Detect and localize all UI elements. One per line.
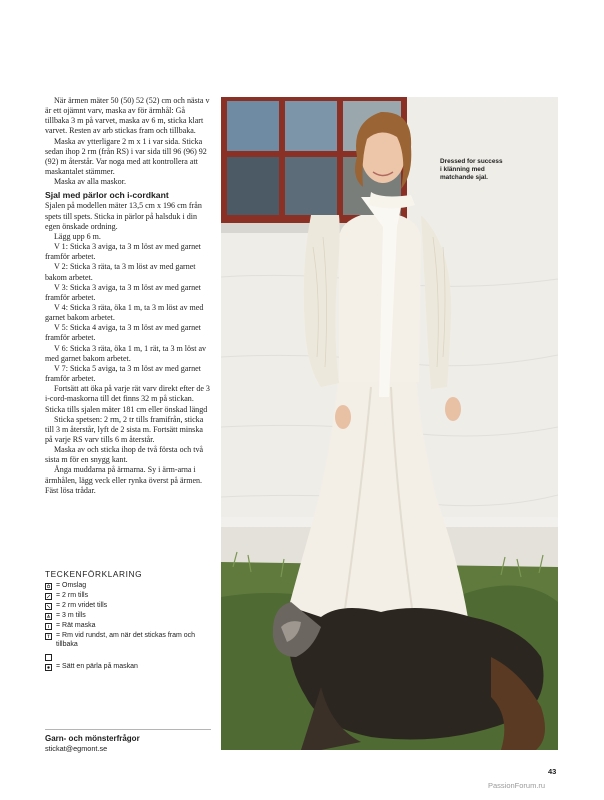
legend-label: = Rät maska xyxy=(56,622,96,629)
paragraph: Sticka spetsen: 2 rm, 2 tr tills framifrån, sticka till 3 m återstår, lyft de 2 sista m. Fortsätt minska på varje RS varv tills 6 m återstår. xyxy=(45,414,204,444)
legend-item xyxy=(45,602,215,612)
photo-illustration xyxy=(221,97,558,750)
paragraph: V 7: Sticka 5 aviga, ta 3 m löst av med garnet framför arbetet. xyxy=(45,363,201,384)
contact-email-link[interactable]: stickat@egmont.se xyxy=(45,744,108,753)
contact-title: Garn- och mönsterfrågor xyxy=(45,734,140,743)
legend-item xyxy=(45,622,215,632)
three-together-icon xyxy=(45,613,52,620)
fashion-photo xyxy=(221,97,558,750)
contact-box xyxy=(45,733,211,754)
section-title: Sjal med pärlor och i-cordkant xyxy=(45,190,169,201)
watermark: PassionForum.ru xyxy=(488,781,546,790)
caption-line: i klänning med xyxy=(440,166,485,173)
empty-square-icon xyxy=(45,654,52,661)
legend-item xyxy=(45,612,215,622)
divider xyxy=(45,729,211,730)
photo-caption xyxy=(440,158,540,182)
legend-item xyxy=(45,582,215,592)
paragraph: När ärmen mäter 50 (50) 52 (52) cm och nästa v är ett ojämnt varv, maska av för ärmhål: Gå tillbaka 3 m på varvet, maska av 6 m, sticka klart varvet. Resten av arb stickas fram och tillbaka. xyxy=(45,96,210,136)
bead-icon xyxy=(45,664,52,671)
two-together-icon xyxy=(45,593,52,600)
yarn-over-icon xyxy=(45,583,52,590)
legend-title: TECKENFÖRKLARING xyxy=(45,569,143,579)
knit-round-icon xyxy=(45,633,52,640)
paragraph: V 4: Sticka 3 räta, öka 1 m, ta 3 m löst av med garnet bakom arbetet. xyxy=(45,302,204,323)
paragraph: Sjalen på modellen mäter 13,5 cm x 196 cm från spets till spets. Sticka in pärlor på halsduk i din egen önskade ordning. xyxy=(45,201,202,231)
symbol-legend xyxy=(45,569,215,673)
legend-label: = Sätt en pärla på maskan xyxy=(56,663,138,670)
article-text xyxy=(45,96,211,496)
legend-label: = 3 m tills xyxy=(56,612,86,619)
legend-item xyxy=(45,663,215,673)
paragraph: V 5: Sticka 4 aviga, ta 3 m löst av med garnet framför arbetet. xyxy=(45,323,201,343)
paragraph: Lägg upp 6 m. xyxy=(54,231,101,241)
legend-label: = Omslag xyxy=(56,582,87,589)
caption-line: matchande sjal. xyxy=(440,174,488,181)
paragraph: Ånga muddarna på ärmarna. Sy i ärm-arna i ärmhålen, lägg veck eller rynka överst på ärmen. Fäst lösa trådar. xyxy=(45,465,203,495)
legend-item xyxy=(45,592,215,602)
two-twisted-icon xyxy=(45,603,52,610)
paragraph: V 2: Sticka 3 räta, ta 3 m löst av med garnet bakom arbetet. xyxy=(45,262,196,282)
legend-item xyxy=(45,632,215,653)
paragraph: Maska av alla maskor. xyxy=(54,177,126,187)
legend-label: = 2 rm tills xyxy=(56,592,89,599)
legend-label: = Rm vid rundst, am när det stickas fram och tillbaka xyxy=(56,632,196,648)
paragraph: V 1: Sticka 3 aviga, ta 3 m löst av med garnet framför arbetet. xyxy=(45,242,201,262)
caption-line: Dressed for success xyxy=(440,158,503,165)
paragraph: V 3: Sticka 3 aviga, ta 3 m löst av med garnet framför arbetet. xyxy=(45,282,201,302)
legend-item xyxy=(45,653,215,663)
knit-stitch-icon xyxy=(45,623,52,630)
paragraph: Maska av och sticka ihop de två första och två sista m för en snygg kant. xyxy=(45,445,204,465)
paragraph: Maska av ytterligare 2 m x 1 i var sida. Sticka sedan ihop 2 rm (från RS) i var sida till 96 (96) 92 (92) m återstår. Var noga med att kontrollera att maskantalet stämmer. xyxy=(45,136,207,177)
paragraph: Fortsätt att öka på varje rät varv direkt efter de 3 i-cord-maskorna till det finns 32 m på stickan. Sticka tills sjalen mäter 181 cm eller önskad längd xyxy=(45,384,210,414)
legend-label: = 2 rm vridet tills xyxy=(56,602,108,609)
paragraph: V 6: Sticka 3 räta, öka 1 m, 1 rät, ta 3 m löst av med garnet bakom arbetet. xyxy=(45,343,207,363)
page-number: 43 xyxy=(548,767,557,776)
